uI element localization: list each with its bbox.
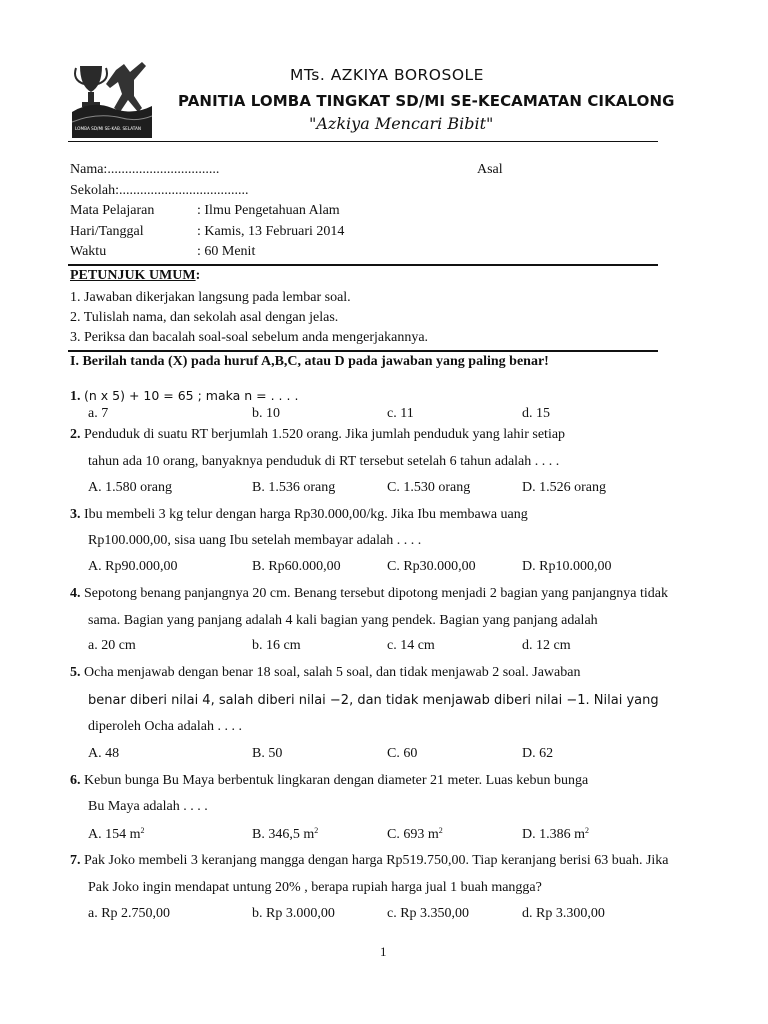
question-3 xyxy=(70,507,528,523)
time-value: : 60 Menit xyxy=(197,244,256,259)
question-text: Pak Joko membeli 3 keranjang mangga dengan harga Rp519.750,00. Tiap keranjang berisi 63 buah. Jika xyxy=(84,853,669,868)
identity-divider xyxy=(68,264,658,266)
instruction-item: 1. Jawaban dikerjakan langsung pada lembar soal. xyxy=(70,290,351,305)
committee-title: PANITIA LOMBA TINGKAT SD/MI SE-KECAMATAN CIKALONG xyxy=(178,92,675,110)
question-number: 1. xyxy=(70,389,81,404)
date-value: : Kamis, 13 Februari 2014 xyxy=(197,224,345,239)
option-a[interactable]: A. 48 xyxy=(88,746,120,761)
option-d[interactable]: D. 62 xyxy=(522,746,554,761)
option-d[interactable]: D. Rp10.000,00 xyxy=(522,559,612,574)
question-2 xyxy=(70,427,565,443)
section-heading: I. Berilah tanda (X) pada huruf A,B,C, atau D pada jawaban yang paling benar! xyxy=(70,354,549,369)
option-d[interactable]: d. Rp 3.300,00 xyxy=(522,906,605,921)
question-number: 7. xyxy=(70,853,81,868)
question-text: Sepotong benang panjangnya 20 cm. Benang tersebut dipotong menjadi 2 bagian yang panjangnya tidak xyxy=(84,586,668,601)
school-name: MTs. AZKIYA BOROSOLE xyxy=(290,66,484,84)
option-b[interactable]: B. 346,5 $m^2$ xyxy=(252,826,319,842)
question-4 xyxy=(70,586,668,602)
question-text: tahun ada 10 orang, banyaknya penduduk di RT tersebut setelah 6 tahun adalah . . . . xyxy=(88,454,560,469)
option-c[interactable]: C. 60 xyxy=(387,746,418,761)
question-6 xyxy=(70,773,588,789)
option-a[interactable]: A. Rp90.000,00 xyxy=(88,559,178,574)
header-divider xyxy=(68,141,658,142)
option-c[interactable]: C. 1.530 orang xyxy=(387,480,471,495)
motto: "Azkiya Mencari Bibit" xyxy=(309,114,494,133)
question-text: sama. Bagian yang panjang adalah 4 kali bagian yang pendek. Bagian yang panjang adalah xyxy=(88,613,598,628)
page-number: 1 xyxy=(380,944,387,959)
question-number: 6. xyxy=(70,773,81,788)
option-c[interactable]: C. 693 $m^2$ xyxy=(387,826,443,842)
option-a[interactable]: A. 154 $m^2$ xyxy=(88,826,145,842)
option-c[interactable]: c. 11 xyxy=(387,406,414,421)
question-text: Rp100.000,00, sisa uang Ibu setelah membayar adalah . . . . xyxy=(88,533,422,548)
option-b[interactable]: b. 10 xyxy=(252,406,280,421)
option-c[interactable]: c. Rp 3.350,00 xyxy=(387,906,470,921)
origin-label: Asal xyxy=(477,162,503,177)
option-c[interactable]: c. 14 cm xyxy=(387,638,435,653)
question-text: diperoleh Ocha adalah . . . . xyxy=(88,719,242,734)
subject-label: Mata Pelajaran xyxy=(70,203,155,218)
option-b[interactable]: B. 50 xyxy=(252,746,283,761)
option-b[interactable]: B. 1.536 orang xyxy=(252,480,336,495)
question-text: (n x 5) + 10 = 65 ; maka n = . . . . xyxy=(84,388,299,403)
time-label: Waktu xyxy=(70,244,107,259)
question-text: Penduduk di suatu RT berjumlah 1.520 orang. Jika jumlah penduduk yang lahir setiap xyxy=(84,427,566,442)
question-number: 2. xyxy=(70,427,81,442)
option-d[interactable]: d. 12 cm xyxy=(522,638,571,653)
question-text: Pak Joko ingin mendapat untung 20% , berapa rupiah harga jual 1 buah mangga? xyxy=(88,880,542,895)
name-field: Nama:................................ xyxy=(70,162,220,177)
question-5 xyxy=(70,665,580,681)
instructions-title: PETUNJUK UMUM: xyxy=(70,268,201,283)
question-number: 3. xyxy=(70,507,81,522)
option-b[interactable]: b. 16 cm xyxy=(252,638,301,653)
question-text: Kebun bunga Bu Maya berbentuk lingkaran dengan diameter 21 meter. Luas kebun bunga xyxy=(84,773,589,788)
question-7 xyxy=(70,853,669,869)
option-a[interactable]: a. Rp 2.750,00 xyxy=(88,906,171,921)
option-d[interactable]: D. 1.386 $m^2$ xyxy=(522,826,589,842)
school-logo xyxy=(72,60,152,138)
question-number: 4. xyxy=(70,586,81,601)
option-b[interactable]: b. Rp 3.000,00 xyxy=(252,906,335,921)
subject-value: : Ilmu Pengetahuan Alam xyxy=(197,203,340,218)
option-a[interactable]: a. 20 cm xyxy=(88,638,136,653)
option-d[interactable]: D. 1.526 orang xyxy=(522,480,606,495)
question-text: Ibu membeli 3 kg telur dengan harga Rp30.000,00/kg. Jika Ibu membawa uang xyxy=(84,507,528,522)
instruction-item: 3. Periksa dan bacalah soal-soal sebelum anda mengerjakannya. xyxy=(70,330,429,345)
school-field: Sekolah:..................................... xyxy=(70,183,249,198)
question-text: Bu Maya adalah . . . . xyxy=(88,799,208,814)
question-number: 5. xyxy=(70,665,81,680)
instructions-divider xyxy=(68,350,658,352)
option-a[interactable]: a. 7 xyxy=(88,406,109,421)
option-c[interactable]: C. Rp30.000,00 xyxy=(387,559,476,574)
question-text: benar diberi nilai 4, salah diberi nilai −2, dan tidak menjawab diberi nilai −1. Nilai yang xyxy=(88,693,659,708)
question-1 xyxy=(70,388,298,405)
instruction-item: 2. Tulislah nama, dan sekolah asal dengan jelas. xyxy=(70,310,339,325)
date-label: Hari/Tanggal xyxy=(70,224,144,239)
question-text: Ocha menjawab dengan benar 18 soal, salah 5 soal, dan tidak menjawab 2 soal. Jawaban xyxy=(84,665,581,680)
option-a[interactable]: A. 1.580 orang xyxy=(88,480,172,495)
logo-caption: LOMBA SD/MI SE-KAB. SELATAN xyxy=(75,126,142,131)
option-d[interactable]: d. 15 xyxy=(522,406,550,421)
option-b[interactable]: B. Rp60.000,00 xyxy=(252,559,341,574)
